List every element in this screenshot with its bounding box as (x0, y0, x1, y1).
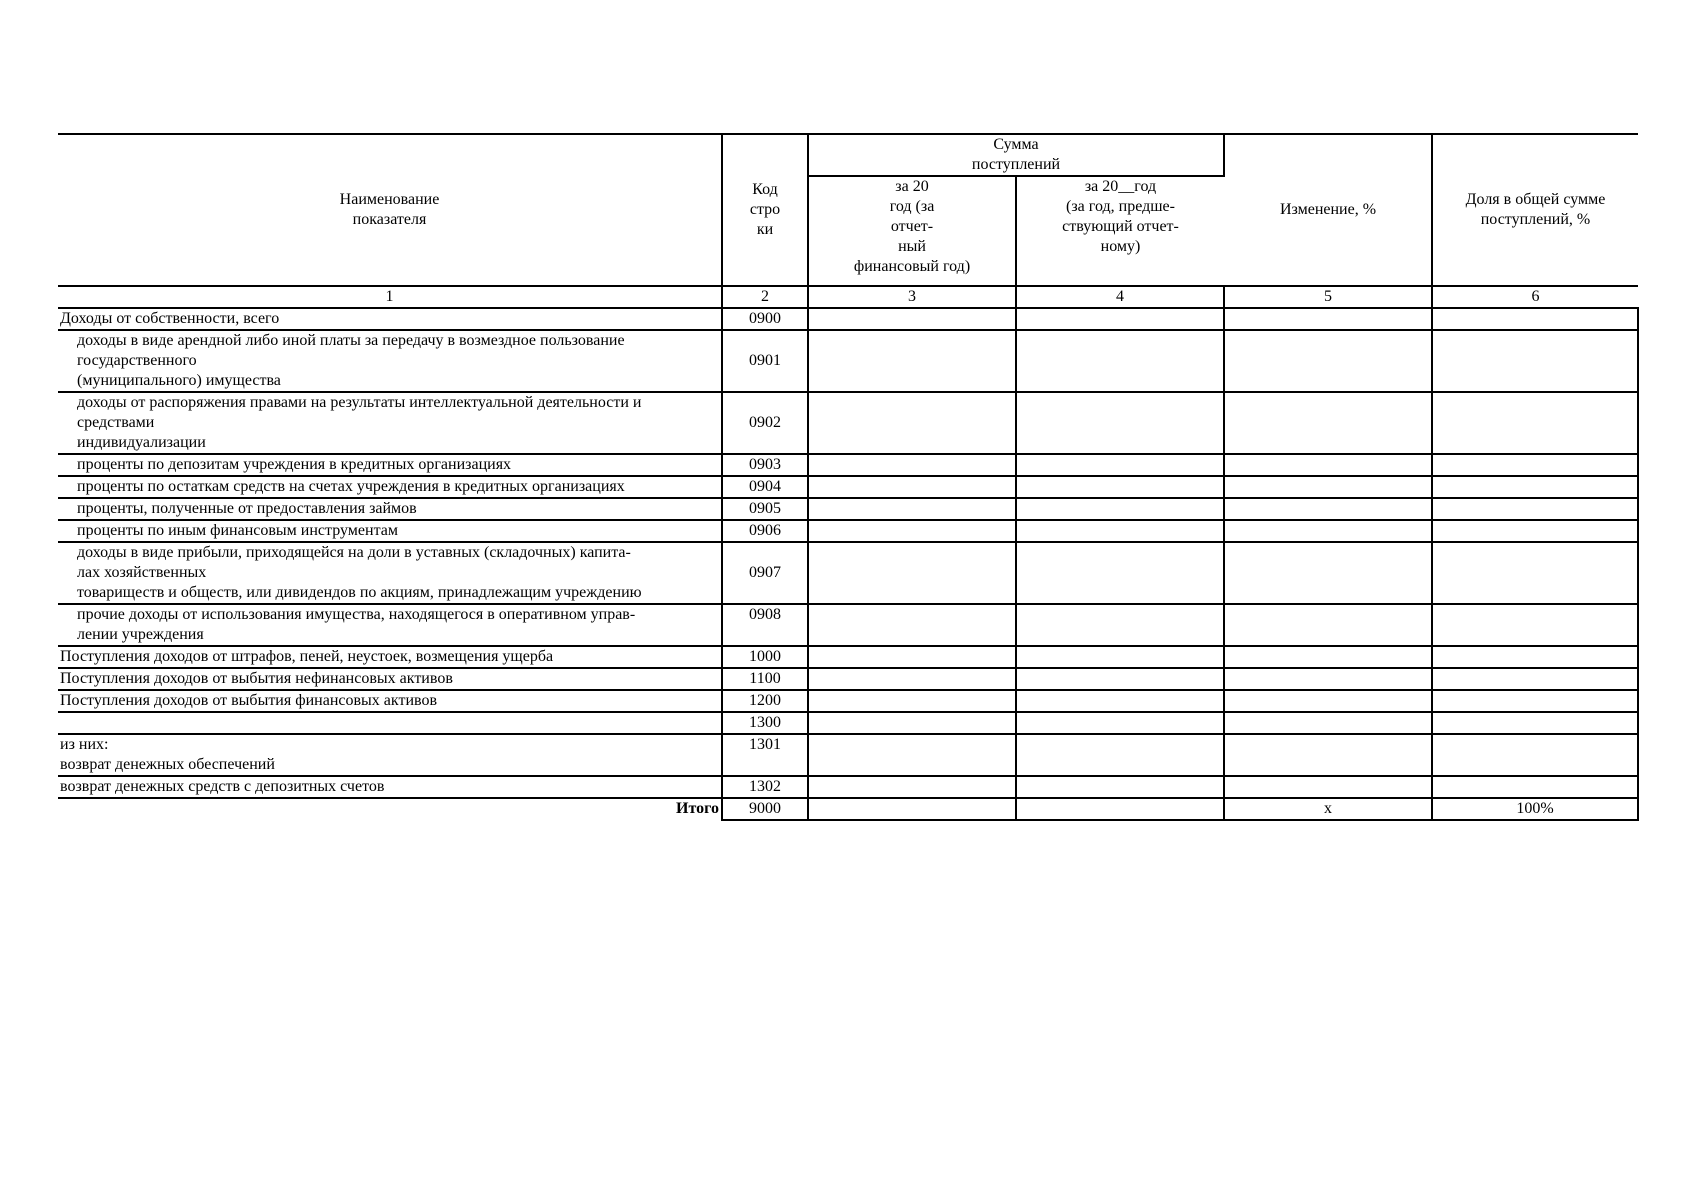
sum-current-cell[interactable] (808, 668, 1016, 690)
sum-previous-cell[interactable] (1016, 392, 1224, 454)
header-share-cell (1432, 134, 1638, 286)
header-sum-previous-line: за 20__год (1084, 178, 1157, 195)
row-code-cell: 0903 (722, 454, 808, 476)
sum-current-cell[interactable] (808, 330, 1016, 392)
change-cell[interactable] (1224, 498, 1432, 520)
indicator-name-cell (58, 520, 722, 542)
change-cell[interactable] (1224, 690, 1432, 712)
indicator-name-line: доходы в виде прибыли, приходящейся на доли в уставных (складочных) капита- (77, 544, 631, 561)
sum-current-cell[interactable] (808, 542, 1016, 604)
header-change-label: Изменение, % (1279, 201, 1377, 218)
sum-previous-cell[interactable] (1016, 542, 1224, 604)
change-cell[interactable] (1224, 542, 1432, 604)
header-code-line: Код (752, 181, 778, 198)
header-sum-current-line: год (за (889, 198, 935, 215)
row-code-cell: 1100 (722, 668, 808, 690)
table-row (58, 392, 1638, 454)
header-sum-previous-line: ному) (1100, 238, 1141, 255)
share-cell[interactable] (1432, 712, 1638, 734)
sum-current-cell[interactable] (808, 520, 1016, 542)
indicator-name-line: из них: (60, 736, 109, 753)
indicator-name-cell (58, 542, 722, 604)
total-change-cell: х (1224, 798, 1432, 820)
change-cell[interactable] (1224, 308, 1432, 330)
indicator-name-line: лах хозяйственных (77, 564, 207, 581)
change-cell[interactable] (1224, 712, 1432, 734)
total-share-cell: 100% (1432, 798, 1638, 820)
column-number: 6 (1432, 286, 1638, 308)
indicator-name-cell (58, 646, 722, 668)
column-number: 4 (1016, 286, 1224, 308)
header-name-line: Наименование (339, 191, 440, 208)
share-cell[interactable] (1432, 604, 1638, 646)
header-name-line: показателя (352, 211, 427, 228)
change-cell[interactable] (1224, 330, 1432, 392)
header-code-line: стро (749, 201, 781, 218)
row-code-cell: 0907 (722, 542, 808, 604)
sum-previous-cell[interactable] (1016, 690, 1224, 712)
header-sum-current-line: ный (898, 238, 926, 255)
header-sum-current-cell (808, 176, 1016, 286)
indicator-name-cell (58, 734, 722, 776)
table-row (58, 776, 1638, 798)
share-cell[interactable] (1432, 392, 1638, 454)
indicator-name-cell (58, 776, 722, 798)
table-row (58, 308, 1638, 330)
row-code-cell: 0908 (722, 604, 808, 646)
column-number: 5 (1224, 286, 1432, 308)
indicator-name-cell (58, 668, 722, 690)
header-code-line: ки (756, 221, 774, 238)
header-sum-current-line: за 20 (895, 178, 929, 195)
header-sum-previous-line: (за год, предше- (1066, 198, 1175, 215)
indicator-name-line: проценты по остаткам средств на счетах учреждения в кредитных организациях (77, 478, 625, 495)
sum-current-cell[interactable] (808, 392, 1016, 454)
row-code-cell: 1300 (722, 712, 808, 734)
share-cell[interactable] (1432, 542, 1638, 604)
header-row-top (58, 134, 1638, 176)
sum-previous-cell[interactable] (1016, 668, 1224, 690)
indicator-name-cell (58, 690, 722, 712)
column-numbers-row (58, 286, 1638, 308)
sum-current-cell[interactable] (808, 454, 1016, 476)
header-share-line: поступлений, % (1480, 211, 1591, 228)
sum-previous-cell[interactable] (1016, 604, 1224, 646)
header-sum-group-line: поступлений (971, 156, 1061, 173)
row-code-cell: 1000 (722, 646, 808, 668)
share-cell[interactable] (1432, 308, 1638, 330)
sum-previous-cell[interactable] (1016, 712, 1224, 734)
share-cell[interactable] (1432, 690, 1638, 712)
table-row (58, 712, 1638, 734)
change-cell[interactable] (1224, 734, 1432, 776)
share-cell[interactable] (1432, 646, 1638, 668)
indicator-name-line: доходы в виде арендной либо иной платы за передачу в возмездное пользование (77, 332, 625, 349)
sum-previous-cell[interactable] (1016, 498, 1224, 520)
sum-previous-cell[interactable] (1016, 330, 1224, 392)
sum-current-cell[interactable] (808, 604, 1016, 646)
row-code-cell: 0900 (722, 308, 808, 330)
row-code-cell: 0902 (722, 392, 808, 454)
indicator-name-line: индивидуализации (77, 434, 206, 451)
share-cell[interactable] (1432, 776, 1638, 798)
table-row (58, 734, 1638, 776)
column-number: 3 (808, 286, 1016, 308)
sum-current-cell[interactable] (808, 498, 1016, 520)
header-sum-previous-cell (1016, 176, 1224, 286)
indicator-name-line: Доходы от собственности, всего (60, 310, 280, 327)
share-cell[interactable] (1432, 330, 1638, 392)
change-cell[interactable] (1224, 392, 1432, 454)
change-cell[interactable] (1224, 604, 1432, 646)
total-row (58, 798, 1638, 820)
indicator-name-line: доходы от распоряжения правами на результаты интеллектуальной деятельности и (77, 394, 642, 411)
sum-previous-cell[interactable] (1016, 776, 1224, 798)
header-sum-current-line: отчет- (890, 218, 934, 235)
sum-previous-cell[interactable] (1016, 308, 1224, 330)
table-row (58, 690, 1638, 712)
total-sum-previous-cell[interactable] (1016, 798, 1224, 820)
indicator-name-cell (58, 604, 722, 646)
row-code-cell: 0906 (722, 520, 808, 542)
indicator-name-line: возврат денежных средств с депозитных счетов (60, 778, 385, 795)
indicator-name-line: лении учреждения (77, 626, 204, 643)
indicator-name-line: прочие доходы от использования имущества, находящегося в оперативном управ- (77, 606, 636, 623)
indicator-name-line: Поступления доходов от штрафов, пеней, неустоек, возмещения ущерба (60, 648, 554, 665)
change-cell[interactable] (1224, 476, 1432, 498)
sum-previous-cell[interactable] (1016, 476, 1224, 498)
column-number: 2 (722, 286, 808, 308)
row-code-cell: 0904 (722, 476, 808, 498)
sum-current-cell[interactable] (808, 646, 1016, 668)
header-sum-group-cell (808, 134, 1224, 176)
indicator-name-line: государственного (77, 352, 197, 369)
indicator-name-line: проценты по иным финансовым инструментам (77, 522, 398, 539)
indicator-name-line: возврат денежных обеспечений (60, 756, 275, 773)
change-cell[interactable] (1224, 776, 1432, 798)
indicator-name-cell (58, 712, 722, 734)
table-row (58, 520, 1638, 542)
indicator-name-line: Поступления доходов от выбытия нефинансовых активов (60, 670, 453, 687)
table-row (58, 604, 1638, 646)
row-code-cell: 0901 (722, 330, 808, 392)
indicator-name-line: средствами (77, 414, 155, 431)
row-code-cell: 1302 (722, 776, 808, 798)
row-code-cell: 0905 (722, 498, 808, 520)
header-sum-current-line: финансовый год) (853, 258, 971, 275)
indicator-name-cell (58, 454, 722, 476)
change-cell[interactable] (1224, 668, 1432, 690)
header-share-line: Доля в общей сумме (1465, 191, 1606, 208)
share-cell[interactable] (1432, 734, 1638, 776)
sum-current-cell[interactable] (808, 476, 1016, 498)
header-change-cell (1224, 134, 1432, 286)
sum-current-cell[interactable] (808, 308, 1016, 330)
sum-current-cell[interactable] (808, 690, 1016, 712)
table-row (58, 542, 1638, 604)
indicator-name-cell (58, 498, 722, 520)
indicator-name-line: Поступления доходов от выбытия финансовых активов (60, 692, 438, 709)
change-cell[interactable] (1224, 520, 1432, 542)
table-row (58, 668, 1638, 690)
indicator-name-line: товариществ и обществ, или дивидендов по акциям, принадлежащим учреждению (77, 584, 642, 601)
header-sum-previous-line: ствующий отчет- (1062, 218, 1179, 235)
change-cell[interactable] (1224, 454, 1432, 476)
sum-previous-cell[interactable] (1016, 646, 1224, 668)
share-cell[interactable] (1432, 476, 1638, 498)
table-row (58, 646, 1638, 668)
table-row (58, 476, 1638, 498)
sum-previous-cell[interactable] (1016, 520, 1224, 542)
share-cell[interactable] (1432, 520, 1638, 542)
indicator-name-cell (58, 330, 722, 392)
indicator-name-line: (муниципального) имущества (77, 372, 281, 389)
indicator-name-line: проценты по депозитам учреждения в кредитных организациях (77, 456, 512, 473)
column-number: 1 (58, 286, 722, 308)
header-code-cell (722, 134, 808, 286)
indicator-name-cell (58, 392, 722, 454)
table-row (58, 330, 1638, 392)
indicator-name-cell (58, 308, 722, 330)
sum-current-cell[interactable] (808, 734, 1016, 776)
total-code: 9000 (722, 798, 808, 820)
change-cell[interactable] (1224, 646, 1432, 668)
sum-previous-cell[interactable] (1016, 454, 1224, 476)
total-sum-current-cell[interactable] (808, 798, 1016, 820)
row-code-cell: 1301 (722, 734, 808, 776)
header-sum-group-line: Сумма (993, 136, 1039, 153)
income-report-table (58, 133, 1639, 821)
indicator-name-line: проценты, полученные от предоставления займов (77, 500, 417, 517)
total-label: Итого (58, 798, 722, 820)
sum-current-cell[interactable] (808, 776, 1016, 798)
table-row (58, 454, 1638, 476)
share-cell[interactable] (1432, 454, 1638, 476)
header-name-cell (58, 134, 722, 286)
row-code-cell: 1200 (722, 690, 808, 712)
share-cell[interactable] (1432, 668, 1638, 690)
sum-previous-cell[interactable] (1016, 734, 1224, 776)
indicator-name-cell (58, 476, 722, 498)
table-row (58, 498, 1638, 520)
sum-current-cell[interactable] (808, 712, 1016, 734)
share-cell[interactable] (1432, 498, 1638, 520)
